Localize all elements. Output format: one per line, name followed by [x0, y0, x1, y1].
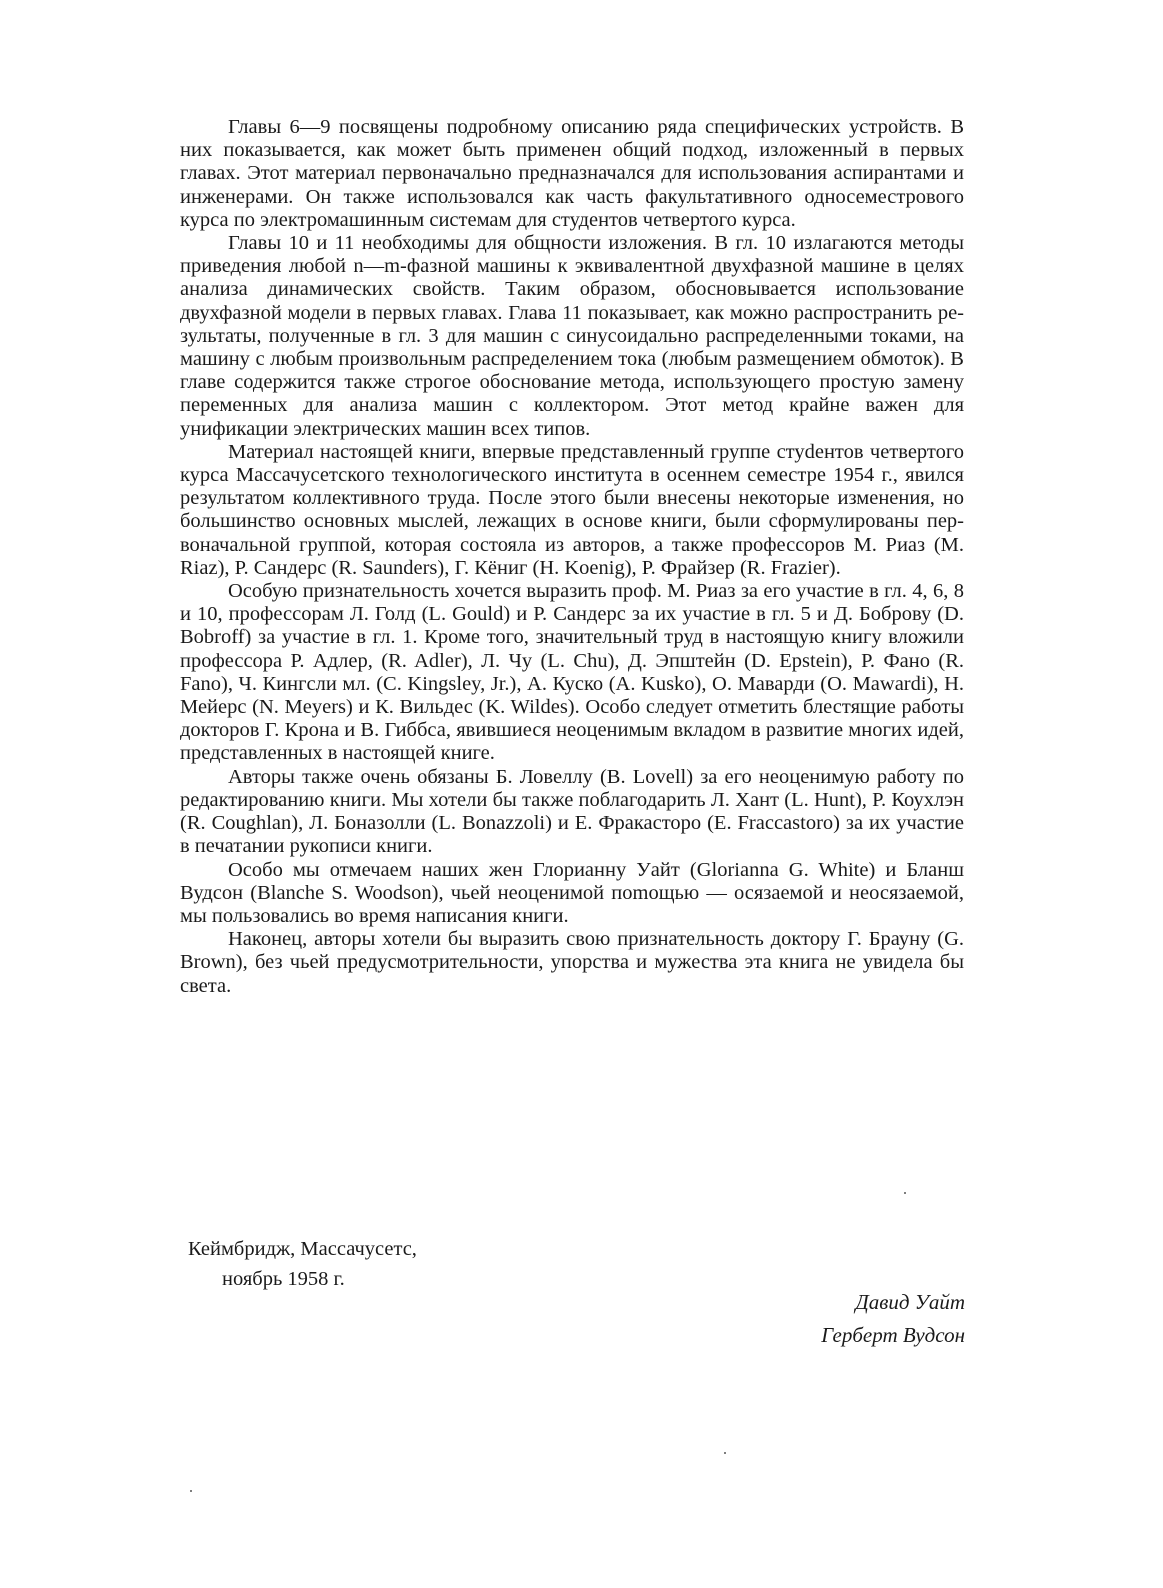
print-speck: [724, 1452, 726, 1454]
paragraph-editing-thanks: Авторы также очень обязаны Б. Ловеллу (B. Lovell) за его неоценимую работу по редактированию книги. Мы хотели бы также поблагодарить Л. Хант (L. Hunt), Р. Коухлэн (R. Coughlan), Л. Боназолли (L. Bonazzoli) и Е. Фракасторо (E. Fraccastoro) за их участие в печатании рукописи книги.: [180, 765, 964, 858]
signature-author-2: Герберт Вудсон: [821, 1323, 965, 1347]
preface-body: [180, 116, 964, 998]
place-and-date: [188, 1234, 417, 1294]
place-date: ноябрь 1958 г.: [222, 1268, 345, 1290]
signature-author-1: Давид Уайт: [855, 1290, 965, 1314]
paragraph-chapters-10-11: Главы 10 и 11 необходимы для общности изложения. В гл. 10 излагаются методы приведения любой n—m-фазной машины к эквивалентной двухфазной машине в целях анализа динамических свойств. Таким образом, обосновывается использование двухфазной модели в первых главах. Глава 11 показывает, как можно распространить результаты, полученные в гл. 3 для машин с синусоидально распределенными токами, на машину с любым произвольным распределением тока (любым размещением обмоток). В главе содержится также строгое обоснование метода, использующего простую замену переменных для анализа машин с коллектором. Этот метод крайне важен для унификации электрических машин всех типов.: [180, 232, 964, 440]
author-signatures: [821, 1286, 965, 1352]
paragraph-final-thanks: Наконец, авторы хотели бы выразить свою признательность доктору Г. Брауну (G. Brown), без чьей предусмотрительности, упорства и мужества эта книга не увидела бы света.: [180, 928, 964, 997]
paragraph-wives-thanks: Особо мы отмечаем наших жен Глорианну Уайт (Glorianna G. White) и Бланш Вудсон (Blanche S. Woodson), чьей неоценимой поmощью — осязаемой и неосязаемой, мы пользовались во время написания книги.: [180, 858, 964, 927]
paragraph-chapters-6-9: Главы 6—9 посвящены подробному описанию ряда специфических устройств. В них показывается, как может быть применен общий подход, изложенный в первых главах. Этот материал первоначально предназначался для использования аспирантами и инженерами. Он также использовался как часть факультативного односеместрового курса по электромашинным системам для студентов четвертого курса.: [180, 116, 964, 231]
paragraph-acknowledgements: Особую признательность хочется выразить проф. М. Риаз за его участие в гл. 4, 6, 8 и 10, профессорам Л. Голд (L. Gould) и Р. Сандерс за их участие в гл. 5 и Д. Боброву (D. Bobroff) за участие в гл. 1. Кроме того, значительный труд в настоящую книгу вложили профессора Р. Адлер, (R. Adler), Л. Чу (L. Chu), Д. Эпштейн (D. Epstein), Р. Фано (R. Fano), Ч. Кингсли мл. (C. Kingsley, Jr.), А. Куско (A. Kusko), О. Маварди (O. Mawardi), Н. Мейерс (N. Meyers) и К. Вильдес (K. Wildes). Особо следует отметить блестящие работы докторов Г. Крона и В. Гиббса, явившиеся неоценимым вкладом в развитие многих идей, представленных в настоящей книге.: [180, 580, 964, 765]
print-speck: [190, 1490, 192, 1492]
print-speck: [904, 1192, 906, 1194]
place-city: Кеймбридж, Массачусетс,: [188, 1238, 417, 1260]
paragraph-material-origin: Материал настоящей книги, впервые представленный группе стуdентов четвертого курса Массачусетского технологического института в осеннем семестре 1954 г., явился результатом коллективного труда. После этого были внесены некоторые изменения, но большинство основных мыслей, лежащих в основе книги, были сформулированы первоначальной группой, которая состояла из авторов, а также профессоров М. Риаз (M. Riaz), Р. Сандерс (R. Saunders), Г. Кёниг (H. Koenig), Р. Фрайзер (R. Frazier).: [180, 440, 964, 579]
